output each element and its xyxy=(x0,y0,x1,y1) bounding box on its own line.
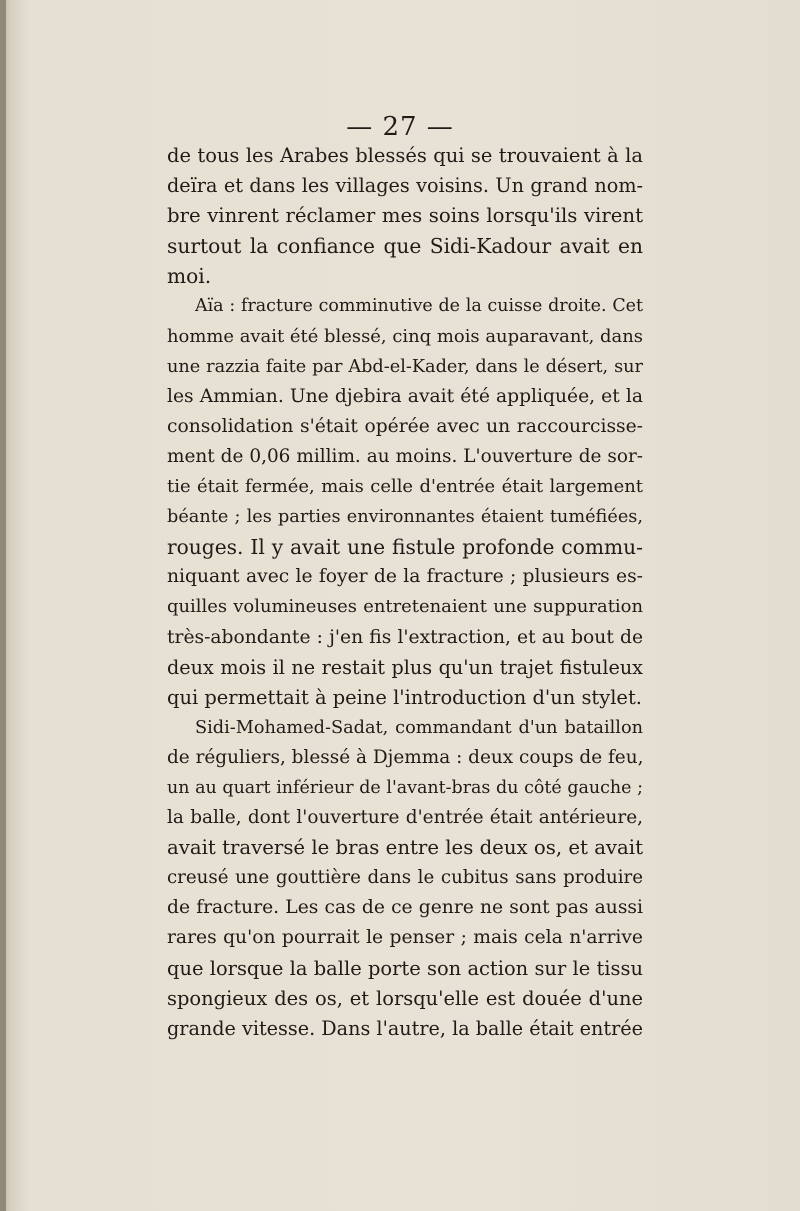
text-line: surtout la confiance que Sidi-Kadour avait en xyxy=(167,234,643,259)
text-line: un au quart inférieur de l'avant-bras du côté gauche ; xyxy=(167,777,643,798)
paragraph xyxy=(167,713,643,1044)
text-line: bre vinrent réclamer mes soins lorsqu'ils virent xyxy=(167,204,643,228)
paragraph xyxy=(167,291,643,712)
text-line: spongieux des os, et lorsqu'elle est douée d'une xyxy=(167,986,643,1010)
text-line: niquant avec le foyer de la fracture ; plusieurs es- xyxy=(167,566,643,588)
text-line: de réguliers, blessé à Djemma : deux coups de feu, xyxy=(167,746,644,768)
text-line: rares qu'on pourrait le penser ; mais cela n'arrive xyxy=(167,927,643,949)
page-number: — 27 — xyxy=(346,112,454,142)
text-line: homme avait été blessé, cinq mois auparavant, dans xyxy=(167,325,643,347)
text-line: de tous les Arabes blessés qui se trouvaient à la xyxy=(167,144,643,167)
text-line: qui permettait à peine l'introduction d'un stylet. xyxy=(167,685,642,709)
text-line: deux mois il ne restait plus qu'un trajet fistuleux xyxy=(167,655,643,679)
text-line: grande vitesse. Dans l'autre, la balle était entrée xyxy=(167,1016,643,1040)
text-line: moi. xyxy=(167,264,212,289)
text-line: que lorsque la balle porte son action sur le tissu xyxy=(167,956,643,980)
text-line: Aïa : fracture comminutive de la cuisse droite. Cet xyxy=(195,296,643,317)
text-line: très-abondante : j'en fis l'extraction, et au bout de xyxy=(167,626,643,648)
text-line: avait traversé le bras entre les deux os, et avait xyxy=(167,836,643,860)
text-line: une razzia faite par Abd-el-Kader, dans le désert, sur xyxy=(167,356,643,377)
text-line: tie était fermée, mais celle d'entrée était largement xyxy=(167,476,643,498)
text-line: creusé une gouttière dans le cubitus sans produire xyxy=(167,867,643,889)
text-line: les Ammian. Une djebira avait été appliquée, et la xyxy=(167,385,643,407)
text-line: consolidation s'était opérée avec un raccourcisse- xyxy=(167,415,643,437)
text-line: Sidi-Mohamed-Sadat, commandant d'un bataillon xyxy=(195,717,643,738)
text-line: de fracture. Les cas de ce genre ne sont pas aussi xyxy=(167,897,643,919)
text-line: deïra et dans les villages voisins. Un grand nom- xyxy=(167,174,643,198)
text-line: la balle, dont l'ouverture d'entrée était antérieure, xyxy=(167,807,643,829)
text-line: béante ; les parties environnantes étaient tuméfiées, xyxy=(167,507,643,528)
text-line: rouges. Il y avait une fistule profonde commu- xyxy=(167,535,643,560)
paragraph xyxy=(167,141,643,291)
body-text xyxy=(167,141,643,1044)
text-line: ment de 0,06 millim. au moins. L'ouverture de sor- xyxy=(167,445,643,467)
text-line: quilles volumineuses entretenaient une suppuration xyxy=(167,596,643,618)
